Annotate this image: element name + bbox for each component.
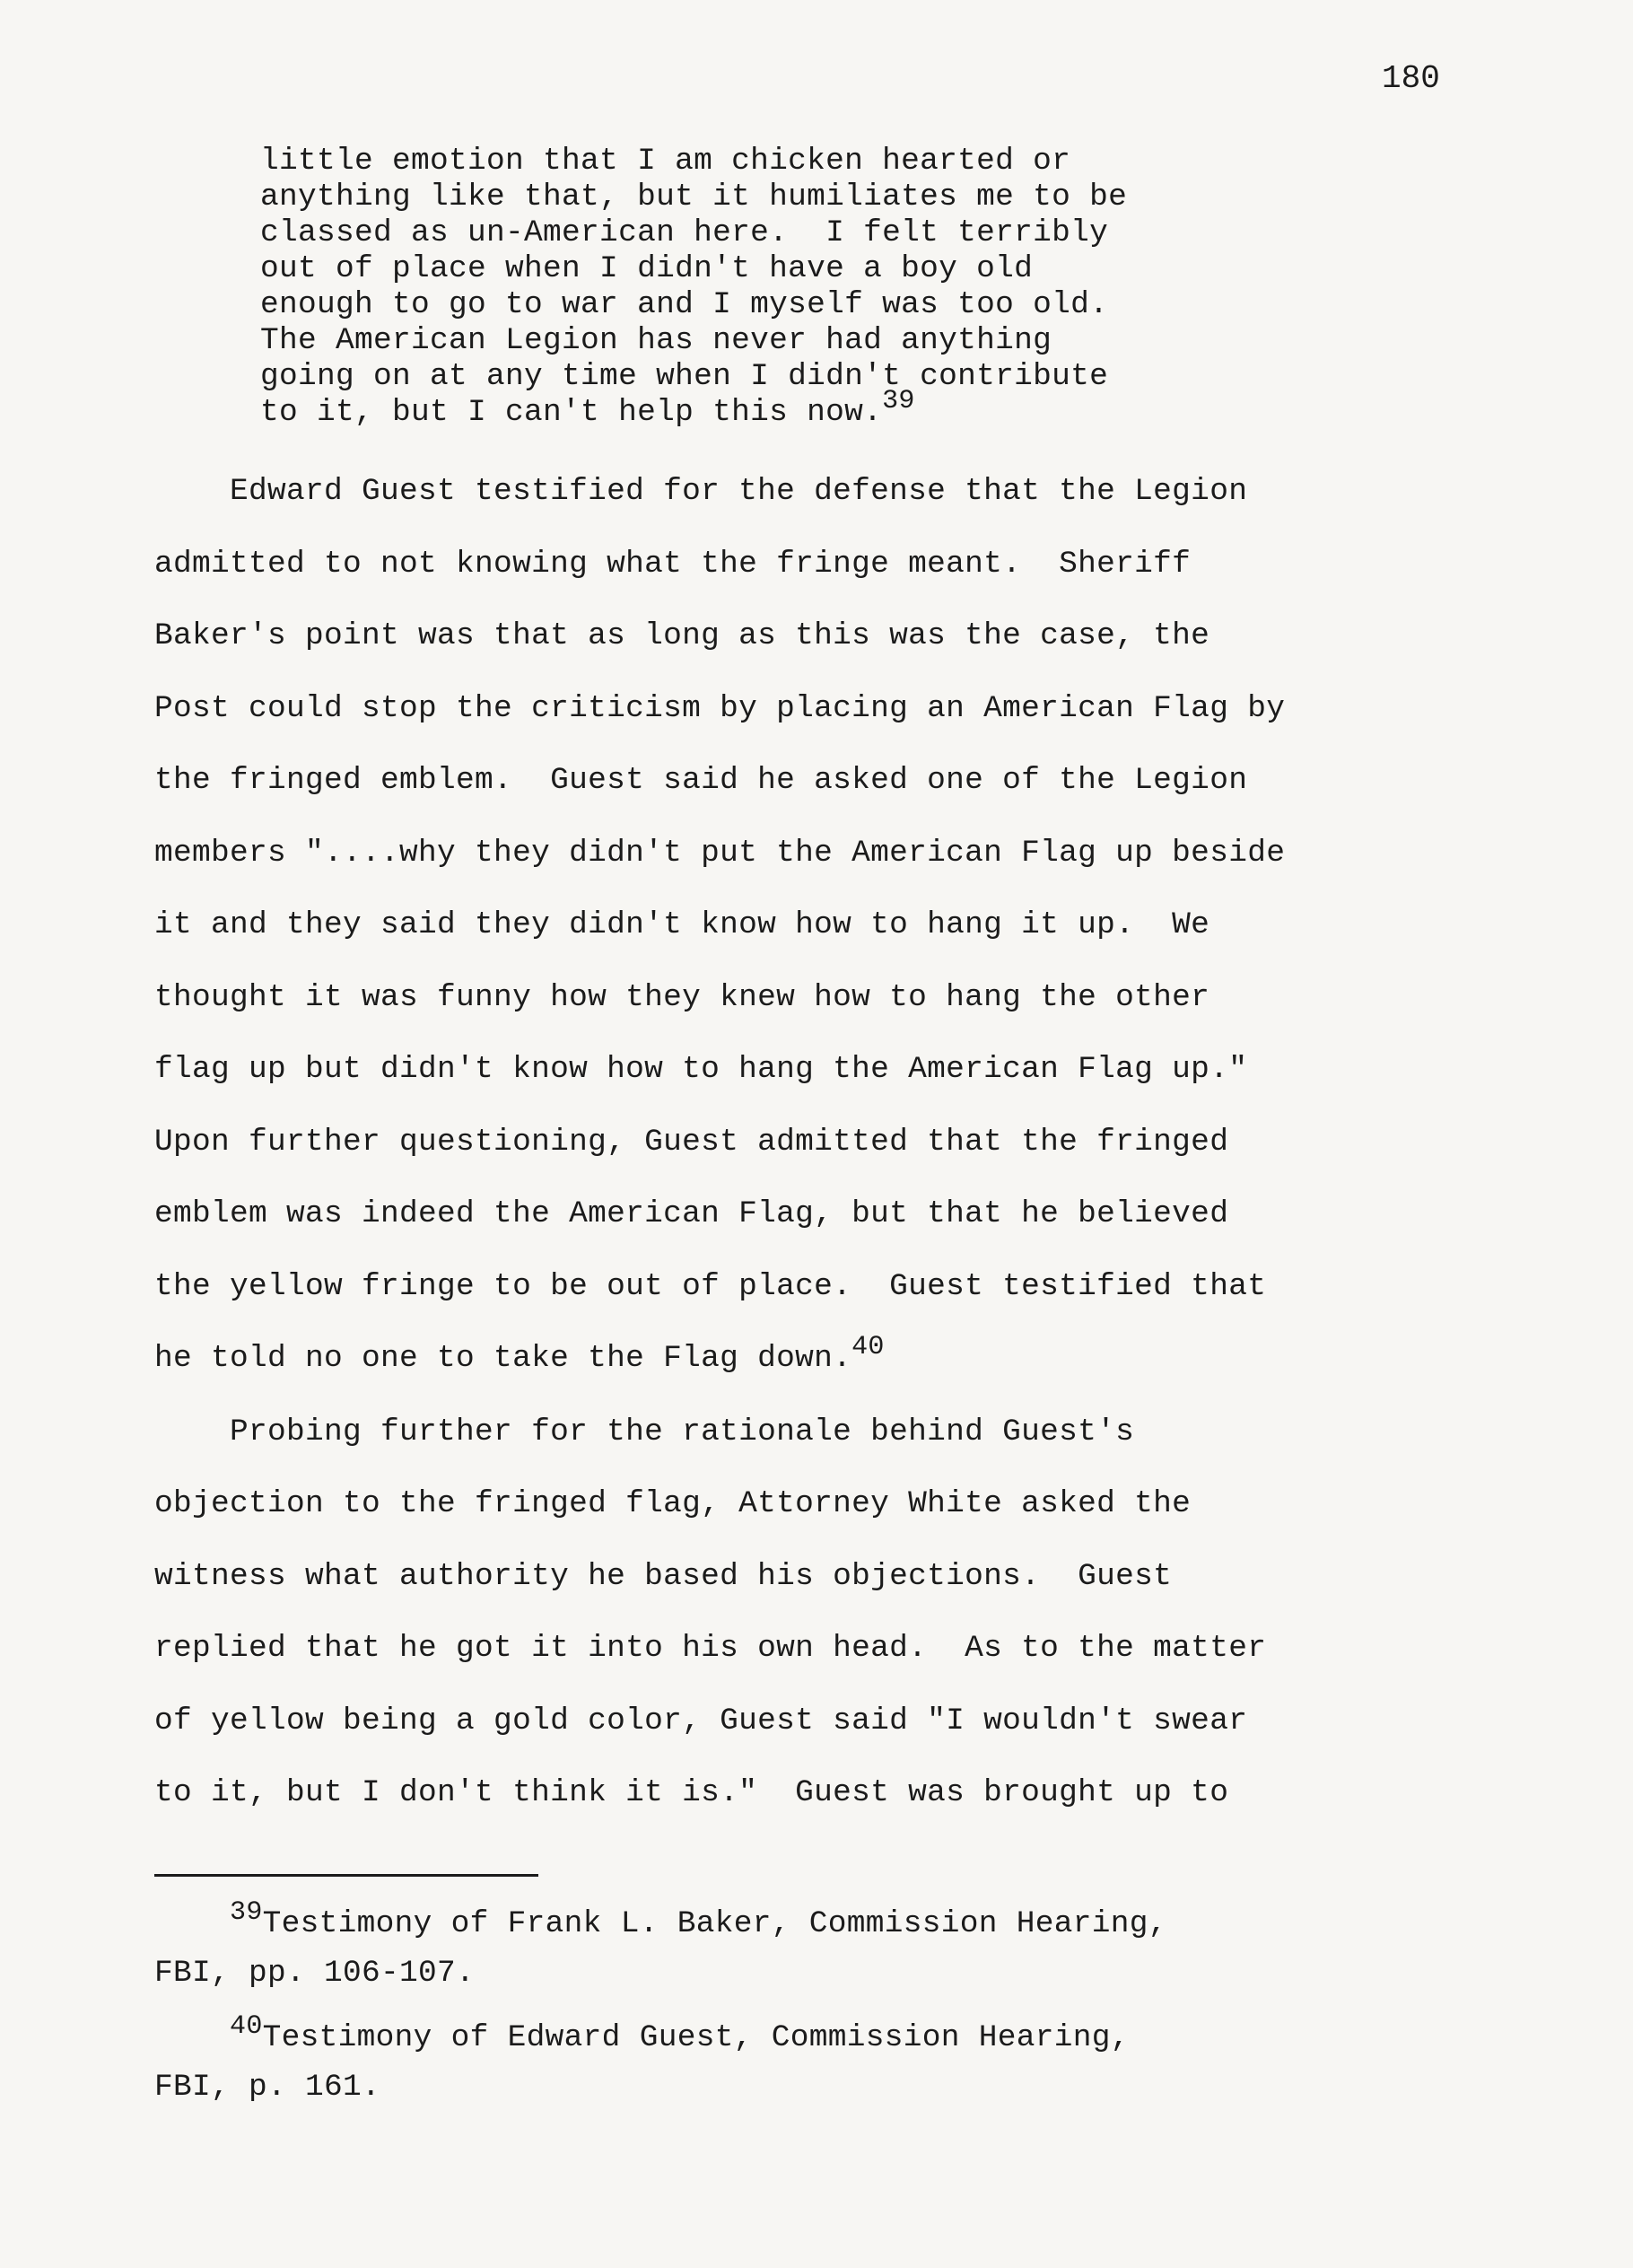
body-line-1: Edward Guest testified for the defense that the Legion (154, 474, 1248, 509)
footnote-39-line-1: Testimony of Frank L. Baker, Commission Hearing, (262, 1906, 1167, 1941)
quote-line-1: little emotion that I am chicken hearted or (260, 144, 1071, 179)
quote-line-4: out of place when I didn't have a boy old (260, 251, 1034, 286)
footnote-40-line-2: FBI, p. 161. (154, 2070, 381, 2105)
footnote-39-number: 39 (230, 1897, 263, 1928)
body-line-11: emblem was indeed the American Flag, but that he believed (154, 1196, 1229, 1231)
body-line-17: replied that he got it into his own head. As to the matter (154, 1631, 1267, 1666)
body-line-7: it and they said they didn't know how to hang it up. We (154, 907, 1210, 942)
body-line-13: he told no one to take the Flag down. (154, 1341, 852, 1376)
quote-line-5: enough to go to war and I myself was too old. (260, 287, 1109, 322)
quote-line-8: to it, but I can't help this now. (260, 395, 883, 430)
body-line-12: the yellow fringe to be out of place. Guest testified that (154, 1268, 1267, 1304)
body-line-19: to it, but I don't think it is." Guest was brought up to (154, 1775, 1229, 1810)
body-text (154, 456, 1500, 1830)
quote-line-3: classed as un-American here. I felt terribly (260, 215, 1109, 250)
footnote-39 (154, 1897, 1500, 1997)
body-line-6: members "....why they didn't put the American Flag up beside (154, 835, 1286, 871)
body-line-9: flag up but didn't know how to hang the American Flag up." (154, 1052, 1248, 1087)
body-line-2: admitted to not knowing what the fringe meant. Sheriff (154, 546, 1192, 582)
body-line-15: objection to the fringed flag, Attorney White asked the (154, 1486, 1192, 1521)
body-line-4: Post could stop the criticism by placing an American Flag by (154, 690, 1286, 726)
footnote-40-line-1: Testimony of Edward Guest, Commission Hearing, (262, 2020, 1130, 2055)
body-line-8: thought it was funny how they knew how to hang the other (154, 979, 1210, 1015)
body-line-10: Upon further questioning, Guest admitted that the fringed (154, 1124, 1229, 1160)
body-line-16: witness what authority he based his objections. Guest (154, 1558, 1173, 1594)
footnote-ref-39: 39 (882, 386, 915, 416)
footnote-divider (154, 1874, 538, 1877)
footnote-39-line-2: FBI, pp. 106-107. (154, 1956, 476, 1991)
page-number: 180 (1382, 60, 1440, 97)
quote-line-7: going on at any time when I didn't contribute (260, 359, 1109, 394)
block-quote (260, 144, 1427, 432)
body-line-5: the fringed emblem. Guest said he asked one of the Legion (154, 763, 1248, 798)
footnote-40-number: 40 (230, 2011, 263, 2042)
quote-line-2: anything like that, but it humiliates me to be (260, 180, 1128, 215)
footnote-ref-40: 40 (851, 1332, 885, 1362)
body-line-18: of yellow being a gold color, Guest said "I wouldn't swear (154, 1703, 1248, 1738)
quote-line-6: The American Legion has never had anything (260, 323, 1052, 358)
body-line-14: Probing further for the rationale behind Guest's (154, 1414, 1135, 1449)
footnote-40 (154, 2011, 1500, 2111)
body-line-3: Baker's point was that as long as this was the case, the (154, 618, 1210, 653)
